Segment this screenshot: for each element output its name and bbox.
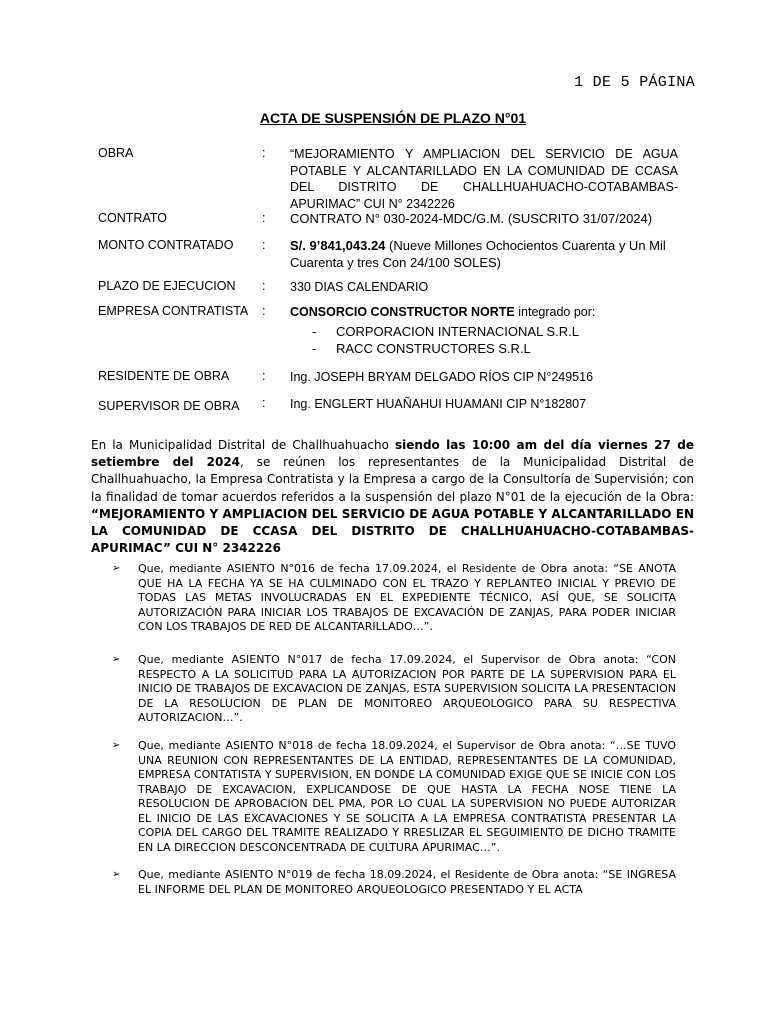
info-value-empresa — [290, 304, 678, 357]
document-title: ACTA DE SUSPENSIÓN DE PLAZO N°01 — [259, 110, 527, 126]
info-row-supervisor — [98, 396, 678, 413]
info-label-residente: RESIDENTE DE OBRA — [98, 369, 230, 383]
arrow-bullet-icon: ➢ — [112, 563, 121, 574]
info-row-residente — [98, 369, 678, 386]
list-item — [112, 653, 676, 726]
arrow-bullet-icon: ➢ — [112, 654, 121, 665]
intro-paragraph — [91, 437, 694, 557]
info-row-obra — [98, 146, 678, 212]
page-number: 1 DE 5 PÁGINA — [574, 74, 695, 91]
info-colon: : — [262, 238, 266, 252]
info-row-plazo — [98, 279, 678, 296]
intro-project-name: “MEJORAMIENTO Y AMPLIACION DEL SERVICIO DE AGUA POTABLE Y ALCANTARILLADO EN LA COMUNIDAD DE CCASA DEL DISTRITO DE CHALLHUAHUACHO-COTABAMBAS-APURIMAC” CUI N° 2342226 — [91, 506, 694, 556]
info-label-contrato: CONTRATO — [98, 211, 167, 225]
empresa-member: RACC CONSTRUCTORES S.R.L — [336, 340, 531, 356]
info-colon: : — [262, 279, 266, 293]
info-label-plazo: PLAZO DE EJECUCION — [98, 279, 236, 293]
info-value-residente: Ing. JOSEPH BRYAM DELGADO RÍOS CIP N°249516 — [290, 370, 594, 384]
info-value-plazo: 330 DIAS CALENDARIO — [290, 280, 429, 294]
info-colon: : — [262, 304, 266, 318]
list-item — [312, 340, 678, 357]
intro-text: , se reúnen los representantes de la Municipalidad Distrital de Challhuahuacho, la Empresa Contratista y la Empresa a cargo de la Consultoría de Supervisión; con la finalidad de tomar acuerdos referidos a la suspensión del plazo N°01 de la ejecución de la Obra: — [91, 455, 694, 504]
info-label-obra: OBRA — [98, 146, 134, 160]
monto-description: (Nueve Millones Ochocientos Cuarenta y Un Mil Cuarenta y tres Con 24/100 SOLES) — [290, 238, 666, 270]
arrow-bullet-icon: ➢ — [112, 869, 121, 880]
list-item — [312, 323, 678, 340]
info-colon: : — [262, 146, 266, 160]
info-value-contrato: CONTRATO N° 030-2024-MDC/G.M. (SUSCRITO 31/07/2024) — [290, 211, 653, 226]
bullet-text: Que, mediante ASIENTO N°019 de fecha 18.09.2024, el Residente de Obra anota: “SE INGRESA EL INFORME DEL PLAN DE MONITOREO ARQUEOLOGICO PRESENTADO Y EL ACTA — [138, 868, 676, 896]
info-row-empresa — [98, 304, 678, 357]
list-item — [112, 562, 676, 635]
empresa-member: CORPORACION INTERNACIONAL S.R.L — [336, 323, 579, 339]
empresa-name: CONSORCIO CONSTRUCTOR NORTE — [290, 305, 515, 319]
info-label-empresa: EMPRESA CONTRATISTA — [98, 304, 249, 318]
info-colon: : — [262, 211, 266, 225]
dash-marker: - — [312, 323, 317, 339]
info-value-supervisor: Ing. ENGLERT HUAÑAHUI HUAMANI CIP N°182807 — [290, 397, 587, 411]
info-colon: : — [262, 396, 266, 410]
monto-amount: S/. 9’841,043.24 — [290, 238, 386, 253]
empresa-suffix: integrado por: — [514, 305, 596, 319]
info-colon: : — [262, 369, 266, 383]
intro-text: En la Municipalidad Distrital de Challhuahuacho — [91, 438, 396, 452]
bullet-text: Que, mediante ASIENTO N°016 de fecha 17.09.2024, el Residente de Obra anota: “SE ANOTA QUE HA LA FECHA YA SE HA CULMINADO CON EL TRAZO Y REPLANTEO INICIAL Y PREVIO DE TODAS LAS METAS INVOLUCRADAS EN EL EXPEDIENTE TÉCNICO, ASÍ QUE, SE SOLICITA AUTORIZACIÓN PARA INICIAR LOS TRABAJOS DE EXCAVACIÓN DE ZANJAS, PARA PODER INICIAR CON LOS TRABAJOS DE RED DE ALCANTARILLADO…”. — [138, 562, 676, 633]
bullet-text: Que, mediante ASIENTO N°018 de fecha 18.09.2024, el Supervisor de Obra anota: “…SE TUVO UNA REUNION CON REPRESENTANTES DE LA ENTIDAD, REPRESENTANTES DE LA COMUNIDAD, EMPRESA CONTATISTA Y SUPERVISION, EN DONDE LA COMUNIDAD EXIGE QUE SE INICIE CON LOS TRABAJO DE EXCAVACION, EXPLICANDOSE DE QUE HASTA LA FECHA NOSE TIENE LA RESOLUCION DE APROBACION DEL PMA, POR LO CUAL LA SUPERVISION NO PUEDE AUTORIZAR EL INICIO DE LAS EXCAVACIONES Y SE SOLICITA A LA EMPRESA CONTRATISTA PRESENTAR LA COPIA DEL CARGO DEL TRAMITE REALIZADO Y RRESLIZAR EL SEGUIMIENTO DE DICHO TRAMITE EN LA DIRECCION DESCONCENTRADA DE CULTURA APURIMAC…”. — [138, 739, 676, 854]
bullet-text: Que, mediante ASIENTO N°017 de fecha 17.09.2024, el Supervisor de Obra anota: “CON RESPECTO A LA SOLICITUD PARA LA AUTORIZACION POR PARTE DE LA SUPERVISION PARA EL INICIO DE TRABAJOS DE EXCAVACION DE ZANJAS, ESTA SUPERVISION SOLICITA LA PRESENTACION DE LA RESOLUCION DE PLAN DE MONITOREO ARQUEOLOGICO PARA SU RESPECTIVA AUTORIZACION…”. — [138, 653, 676, 724]
intro-date: siendo las 10:00 am del día viernes 27 de setiembre del 2024 — [91, 438, 694, 470]
list-item — [112, 739, 676, 855]
empresa-members — [312, 323, 678, 357]
info-row-contrato — [98, 211, 678, 228]
info-value-monto — [290, 238, 678, 271]
info-row-monto — [98, 238, 678, 271]
info-value-obra: “MEJORAMIENTO Y AMPLIACION DEL SERVICIO DE AGUA POTABLE Y ALCANTARILLADO EN LA COMUNIDAD DE CCASA DEL DISTRITO DE CHALLHUAHUACHO-COTABAMBAS-APURIMAC” CUI N° 2342226 — [290, 147, 678, 211]
info-label-supervisor: SUPERVISOR DE OBRA — [98, 399, 240, 413]
dash-marker: - — [312, 340, 317, 356]
arrow-bullet-icon: ➢ — [112, 740, 121, 751]
list-item — [112, 868, 676, 897]
info-label-monto: MONTO CONTRATADO — [98, 238, 234, 252]
